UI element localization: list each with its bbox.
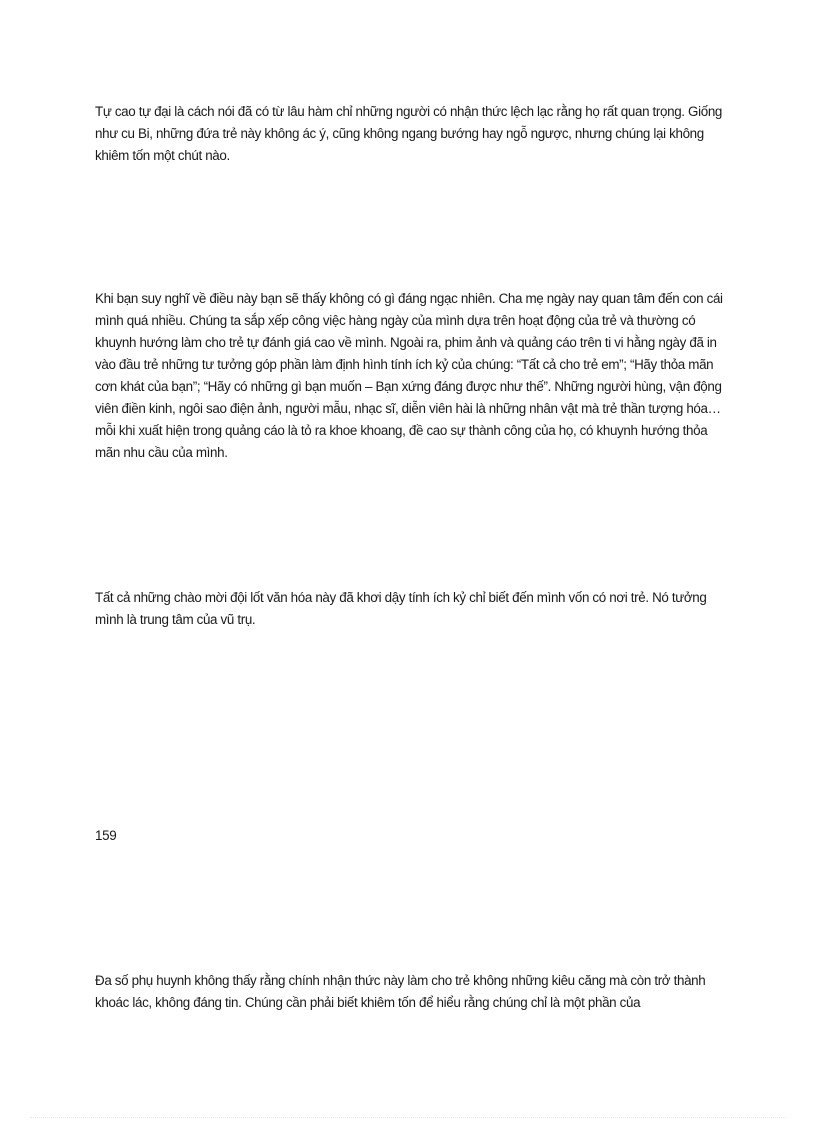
page-bottom-divider (30, 1117, 786, 1118)
paragraph-3: Tất cả những chào mời đội lốt văn hóa này đã khơi dậy tính ích kỷ chỉ biết đến mình vốn có nơi trẻ. Nó tưởng mình là trung tâm của vũ trụ. (95, 590, 707, 627)
page-number: 159 (95, 828, 117, 843)
paragraph-1: Tự cao tự đại là cách nói đã có từ lâu hàm chỉ những người có nhận thức lệch lạc rằng họ rất quan trọng. Giống như cu Bi, những đứa trẻ này không ác ý, cũng không ngang bướng hay ngỗ ngược, nhưng chúng lại không khiêm tốn một chút nào. (95, 104, 723, 163)
paragraph-4: Đa số phụ huynh không thấy rằng chính nhận thức này làm cho trẻ không những kiêu căng mà còn trở thành khoác lác, không đáng tin. Chúng cần phải biết khiêm tốn để hiểu rằng chúng chỉ là một phần của (95, 973, 706, 1010)
paragraph-2: Khi bạn suy nghĩ về điều này bạn sẽ thấy không có gì đáng ngạc nhiên. Cha mẹ ngày nay quan tâm đến con cái mình quá nhiều. Chúng ta sắp xếp công việc hàng ngày của mình dựa trên hoạt động của trẻ và thường có khuynh hướng làm cho trẻ tự đánh giá cao về mình. Ngoài ra, phim ảnh và quảng cáo trên ti vi hằng ngày đã in vào đầu trẻ những tư tưởng góp phần làm định hình tính ích kỷ của chúng: “Tất cả cho trẻ em”; “Hãy thỏa mãn cơn khát của bạn”; “Hãy có những gì bạn muốn – Bạn xứng đáng được như thế”. Những người hùng, vận động viên điền kinh, ngôi sao điện ảnh, người mẫu, nhạc sĩ, diễn viên hài là những nhân vật mà trẻ thần tượng hóa… mỗi khi xuất hiện trong quảng cáo là tỏ ra khoe khoang, đề cao sự thành công của họ, có khuynh hướng thỏa mãn nhu cầu của mình. (95, 291, 723, 460)
